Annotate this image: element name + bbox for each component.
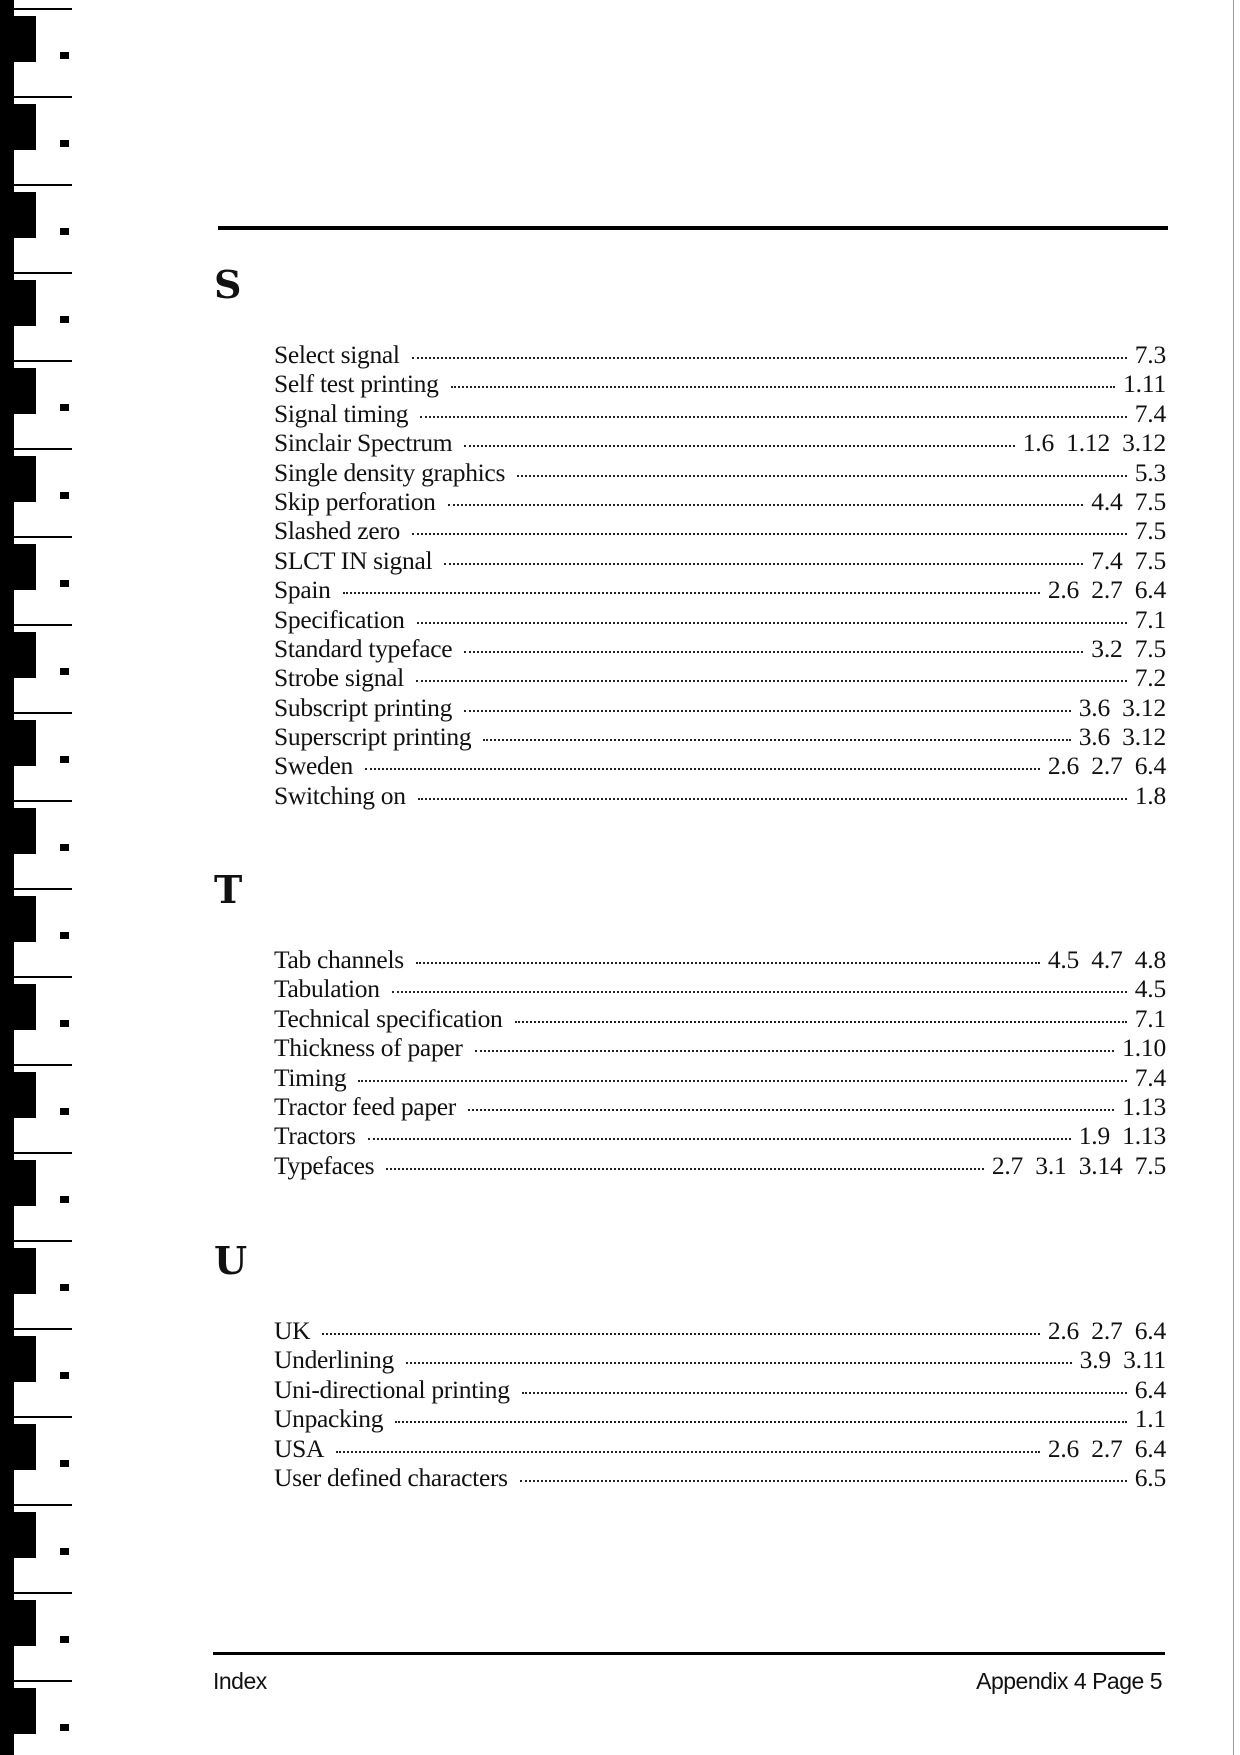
binding-hole [60, 1724, 69, 1731]
section-letter-t: T [214, 867, 243, 912]
index-term: Underlining [274, 1345, 394, 1375]
index-term: Tab channels [274, 945, 404, 974]
index-entry [274, 1151, 1166, 1180]
footer-rule [213, 1652, 1165, 1655]
dot-leader [420, 416, 1126, 418]
binding-tick [14, 1064, 72, 1066]
binding-tick [14, 1680, 72, 1682]
binding-tick [14, 888, 72, 890]
dot-leader [336, 1451, 1040, 1453]
index-entry [274, 575, 1166, 604]
index-term: Sweden [274, 751, 353, 781]
index-term: Thickness of paper [274, 1033, 463, 1063]
spiral-binding [0, 0, 80, 1755]
page-references: 3.6 3.12 [1078, 722, 1166, 752]
binding-tick [14, 624, 72, 626]
index-term: Slashed zero [274, 516, 400, 546]
index-term: Self test printing [274, 369, 439, 399]
index-entry [274, 516, 1166, 545]
index-entry [274, 1404, 1166, 1433]
index-entry [274, 693, 1166, 722]
dot-leader [464, 445, 1014, 447]
binding-tick [14, 96, 72, 98]
binding-hole [60, 492, 69, 499]
binding-tick [14, 1504, 72, 1506]
index-term: Subscript printing [274, 692, 453, 722]
index-entry [274, 1434, 1166, 1463]
dot-leader [406, 1362, 1072, 1364]
section-t-entries [274, 945, 1166, 1180]
index-entry [274, 1063, 1166, 1092]
binding-notch [14, 1336, 36, 1382]
index-entry [274, 1463, 1166, 1492]
page-references: 1.8 [1134, 780, 1166, 810]
dot-leader [417, 622, 1127, 624]
dot-leader [365, 768, 1040, 770]
index-entry [274, 546, 1166, 575]
binding-notch [14, 808, 36, 854]
binding-notch [14, 1072, 36, 1118]
binding-tick [14, 536, 72, 538]
binding-spine [0, 0, 14, 1755]
index-term: Strobe signal [274, 663, 404, 693]
page-references: 1.11 [1123, 369, 1166, 399]
binding-notch [14, 280, 36, 326]
binding-notch [14, 368, 36, 414]
index-entry [274, 340, 1166, 369]
binding-hole [60, 756, 69, 763]
binding-hole [60, 668, 69, 675]
binding-hole [60, 228, 69, 235]
index-term: USA [274, 1433, 325, 1463]
binding-notch [14, 896, 36, 942]
binding-notch [14, 1600, 36, 1646]
page-references: 1.9 1.13 [1078, 1121, 1166, 1151]
binding-hole [60, 1020, 69, 1027]
dot-leader [483, 739, 1070, 741]
index-term: UK [274, 1316, 311, 1345]
dot-leader [395, 1421, 1127, 1423]
page-references: 2.6 2.7 6.4 [1047, 575, 1166, 605]
index-term: Uni-directional printing [274, 1374, 510, 1404]
section-u-entries [274, 1316, 1166, 1492]
binding-hole [60, 52, 69, 59]
binding-notch [14, 1424, 36, 1470]
binding-hole [60, 932, 69, 939]
binding-notch [14, 720, 36, 766]
dot-leader [468, 1109, 1114, 1111]
dot-leader [416, 680, 1127, 682]
page-references: 4.5 [1134, 974, 1166, 1004]
binding-notch [14, 456, 36, 502]
page-references: 2.6 2.7 6.4 [1047, 1316, 1166, 1345]
index-entry [274, 487, 1166, 516]
index-term: Select signal [274, 340, 400, 369]
index-entry [274, 722, 1166, 751]
binding-hole [60, 140, 69, 147]
index-term: Standard typeface [274, 633, 453, 663]
dot-leader [322, 1333, 1040, 1335]
index-entry [274, 781, 1166, 810]
dot-leader [368, 1138, 1071, 1140]
dot-leader [444, 563, 1083, 565]
page-edge [1233, 0, 1234, 1755]
page-references: 1.13 [1122, 1091, 1166, 1121]
binding-notch [14, 632, 36, 678]
binding-tick [14, 8, 72, 10]
index-term: SLCT IN signal [274, 545, 433, 575]
index-entry [274, 1004, 1166, 1033]
binding-hole [60, 1196, 69, 1203]
binding-notch [14, 1688, 36, 1734]
page-references: 7.3 [1134, 340, 1166, 369]
binding-notch [14, 1160, 36, 1206]
dot-leader [475, 1050, 1115, 1052]
footer-page-number: Appendix 4 Page 5 [976, 1668, 1162, 1694]
binding-notch [14, 544, 36, 590]
index-term: Skip perforation [274, 486, 436, 516]
footer-section-name: Index [213, 1668, 267, 1694]
page-references: 6.4 [1134, 1374, 1166, 1404]
binding-tick [14, 448, 72, 450]
index-term: Tabulation [274, 974, 380, 1004]
index-term: Typefaces [274, 1150, 375, 1180]
header-rule [218, 226, 1168, 230]
binding-notch [14, 192, 36, 238]
binding-hole [60, 844, 69, 851]
index-entry [274, 974, 1166, 1003]
dot-leader [416, 962, 1040, 964]
binding-notch [14, 104, 36, 150]
page-references: 3.9 3.11 [1079, 1345, 1166, 1375]
dot-leader [386, 1168, 984, 1170]
dot-leader [520, 1480, 1127, 1482]
section-letter-s: S [214, 262, 242, 307]
binding-tick [14, 800, 72, 802]
binding-notch [14, 1512, 36, 1558]
index-entry [274, 1316, 1166, 1345]
dot-leader [412, 357, 1127, 359]
binding-tick [14, 272, 72, 274]
index-entry [274, 945, 1166, 974]
page-references: 2.6 2.7 6.4 [1047, 751, 1166, 781]
page-references: 4.5 4.7 4.8 [1047, 945, 1166, 974]
binding-hole [60, 316, 69, 323]
index-entry [274, 428, 1166, 457]
page-references: 7.5 [1134, 516, 1166, 546]
index-term: Single density graphics [274, 457, 506, 487]
binding-tick [14, 1240, 72, 1242]
index-entry [274, 1121, 1166, 1150]
page-references: 7.2 [1134, 663, 1166, 693]
binding-tick [14, 184, 72, 186]
index-entry [274, 751, 1166, 780]
index-entry [274, 663, 1166, 692]
index-entry [274, 634, 1166, 663]
dot-leader [358, 1080, 1126, 1082]
binding-tick [14, 360, 72, 362]
binding-hole [60, 580, 69, 587]
page-references: 7.4 [1134, 1062, 1166, 1092]
binding-notch [14, 984, 36, 1030]
dot-leader [392, 991, 1127, 993]
page-references: 5.3 [1134, 457, 1166, 487]
binding-hole [60, 1460, 69, 1467]
page-references: 3.6 3.12 [1078, 692, 1166, 722]
binding-notch [14, 1248, 36, 1294]
dot-leader [448, 504, 1084, 506]
binding-hole [60, 1636, 69, 1643]
page-references: 1.6 1.12 3.12 [1022, 428, 1166, 458]
dot-leader [451, 386, 1116, 388]
index-entry [274, 1345, 1166, 1374]
index-term: Tractors [274, 1121, 356, 1151]
index-term: Specification [274, 604, 405, 634]
index-term: User defined characters [274, 1462, 508, 1492]
dot-leader [418, 798, 1127, 800]
index-entry [274, 1092, 1166, 1121]
page-references: 1.1 [1134, 1404, 1166, 1434]
index-term: Signal timing [274, 398, 409, 428]
index-term: Switching on [274, 780, 406, 810]
page-references: 3.2 7.5 [1091, 633, 1166, 663]
page-references: 7.4 [1134, 398, 1166, 428]
dot-leader [464, 710, 1071, 712]
binding-hole [60, 1548, 69, 1555]
section-s-entries [274, 340, 1166, 810]
binding-hole [60, 1108, 69, 1115]
binding-hole [60, 1372, 69, 1379]
index-term: Tractor feed paper [274, 1091, 456, 1121]
page-references: 4.4 7.5 [1091, 486, 1166, 516]
binding-tick [14, 1592, 72, 1594]
binding-notch [14, 16, 36, 62]
page-references: 2.7 3.1 3.14 7.5 [991, 1150, 1166, 1180]
index-term: Timing [274, 1062, 347, 1092]
page-references: 1.10 [1122, 1033, 1166, 1063]
binding-tick [14, 976, 72, 978]
dot-leader [517, 475, 1127, 477]
index-entry [274, 399, 1166, 428]
index-term: Superscript printing [274, 722, 472, 752]
index-term: Unpacking [274, 1404, 384, 1434]
binding-hole [60, 404, 69, 411]
binding-tick [14, 1416, 72, 1418]
index-entry [274, 1033, 1166, 1062]
page-references: 6.5 [1134, 1462, 1166, 1492]
binding-tick [14, 712, 72, 714]
index-term: Spain [274, 575, 331, 605]
index-entry [274, 458, 1166, 487]
page-references: 7.4 7.5 [1091, 545, 1166, 575]
index-entry [274, 605, 1166, 634]
page-references: 2.6 2.7 6.4 [1047, 1433, 1166, 1463]
index-term: Sinclair Spectrum [274, 428, 453, 458]
dot-leader [464, 651, 1083, 653]
dot-leader [515, 1021, 1127, 1023]
index-entry [274, 1375, 1166, 1404]
index-entry [274, 369, 1166, 398]
binding-tick [14, 1328, 72, 1330]
dot-leader [412, 533, 1127, 535]
index-term: Technical specification [274, 1003, 503, 1033]
page-references: 7.1 [1134, 604, 1166, 634]
page-references: 7.1 [1134, 1003, 1166, 1033]
dot-leader [343, 592, 1040, 594]
dot-leader [522, 1392, 1127, 1394]
binding-tick [14, 1152, 72, 1154]
section-letter-u: U [214, 1238, 248, 1283]
binding-hole [60, 1284, 69, 1291]
